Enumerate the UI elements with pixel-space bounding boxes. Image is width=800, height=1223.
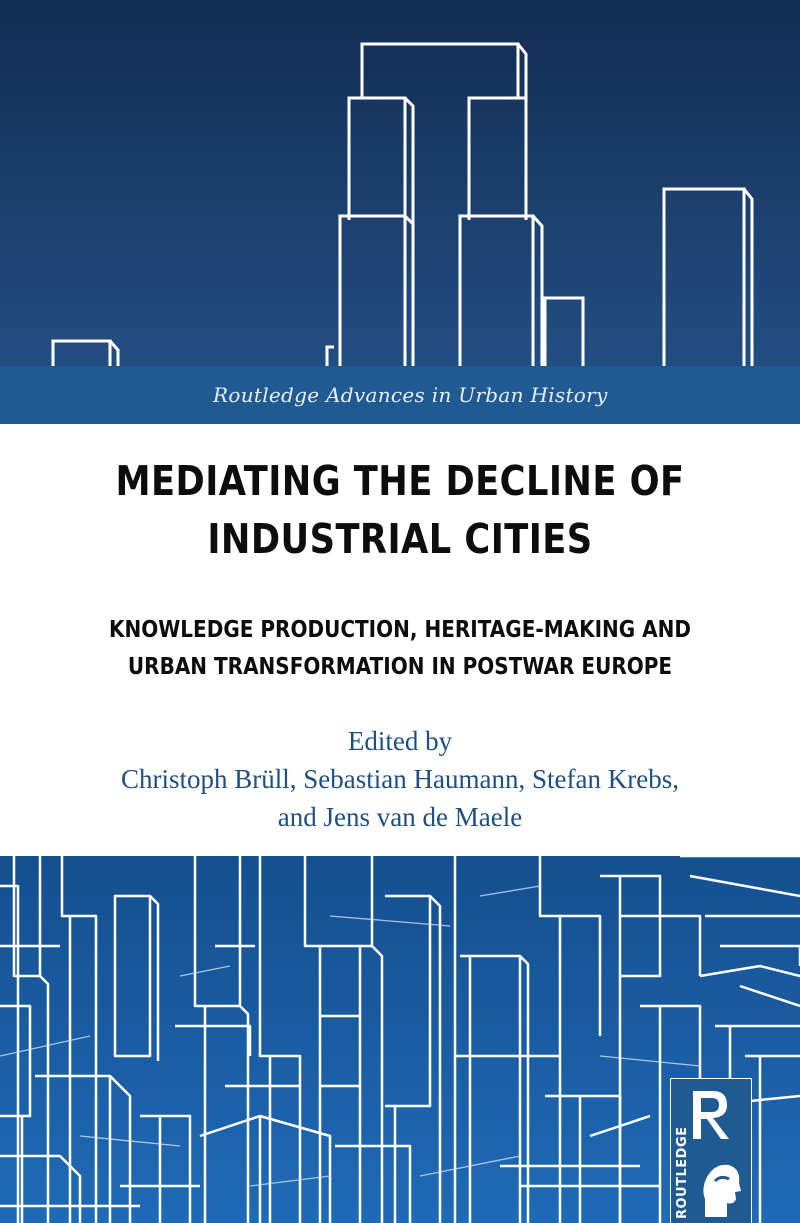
editors	[0, 722, 800, 836]
book-subtitle	[0, 612, 800, 686]
series-band	[0, 366, 800, 424]
routledge-logo	[670, 1078, 752, 1223]
title-line-2: INDUSTRIAL CITIES	[207, 515, 593, 563]
book-title	[0, 452, 800, 568]
subtitle-line-1: KNOWLEDGE PRODUCTION, HERITAGE-MAKING AND	[108, 617, 692, 643]
profile-head-icon	[697, 1159, 743, 1219]
edited-by-label: Edited by	[347, 726, 453, 756]
series-name: Routledge Advances in Urban History	[213, 383, 608, 407]
editor-line-2: and Jens van de Maele	[277, 802, 523, 832]
subtitle-line-2: URBAN TRANSFORMATION IN POSTWAR EUROPE	[127, 654, 673, 680]
editor-line-1: Christoph Brüll, Sebastian Haumann, Stefan Krebs,	[121, 764, 679, 794]
top-skyline-illustration	[0, 0, 800, 368]
publisher-wordmark: ROUTLEDGE	[675, 1126, 690, 1219]
title-line-1: MEDIATING THE DECLINE OF	[115, 457, 685, 505]
